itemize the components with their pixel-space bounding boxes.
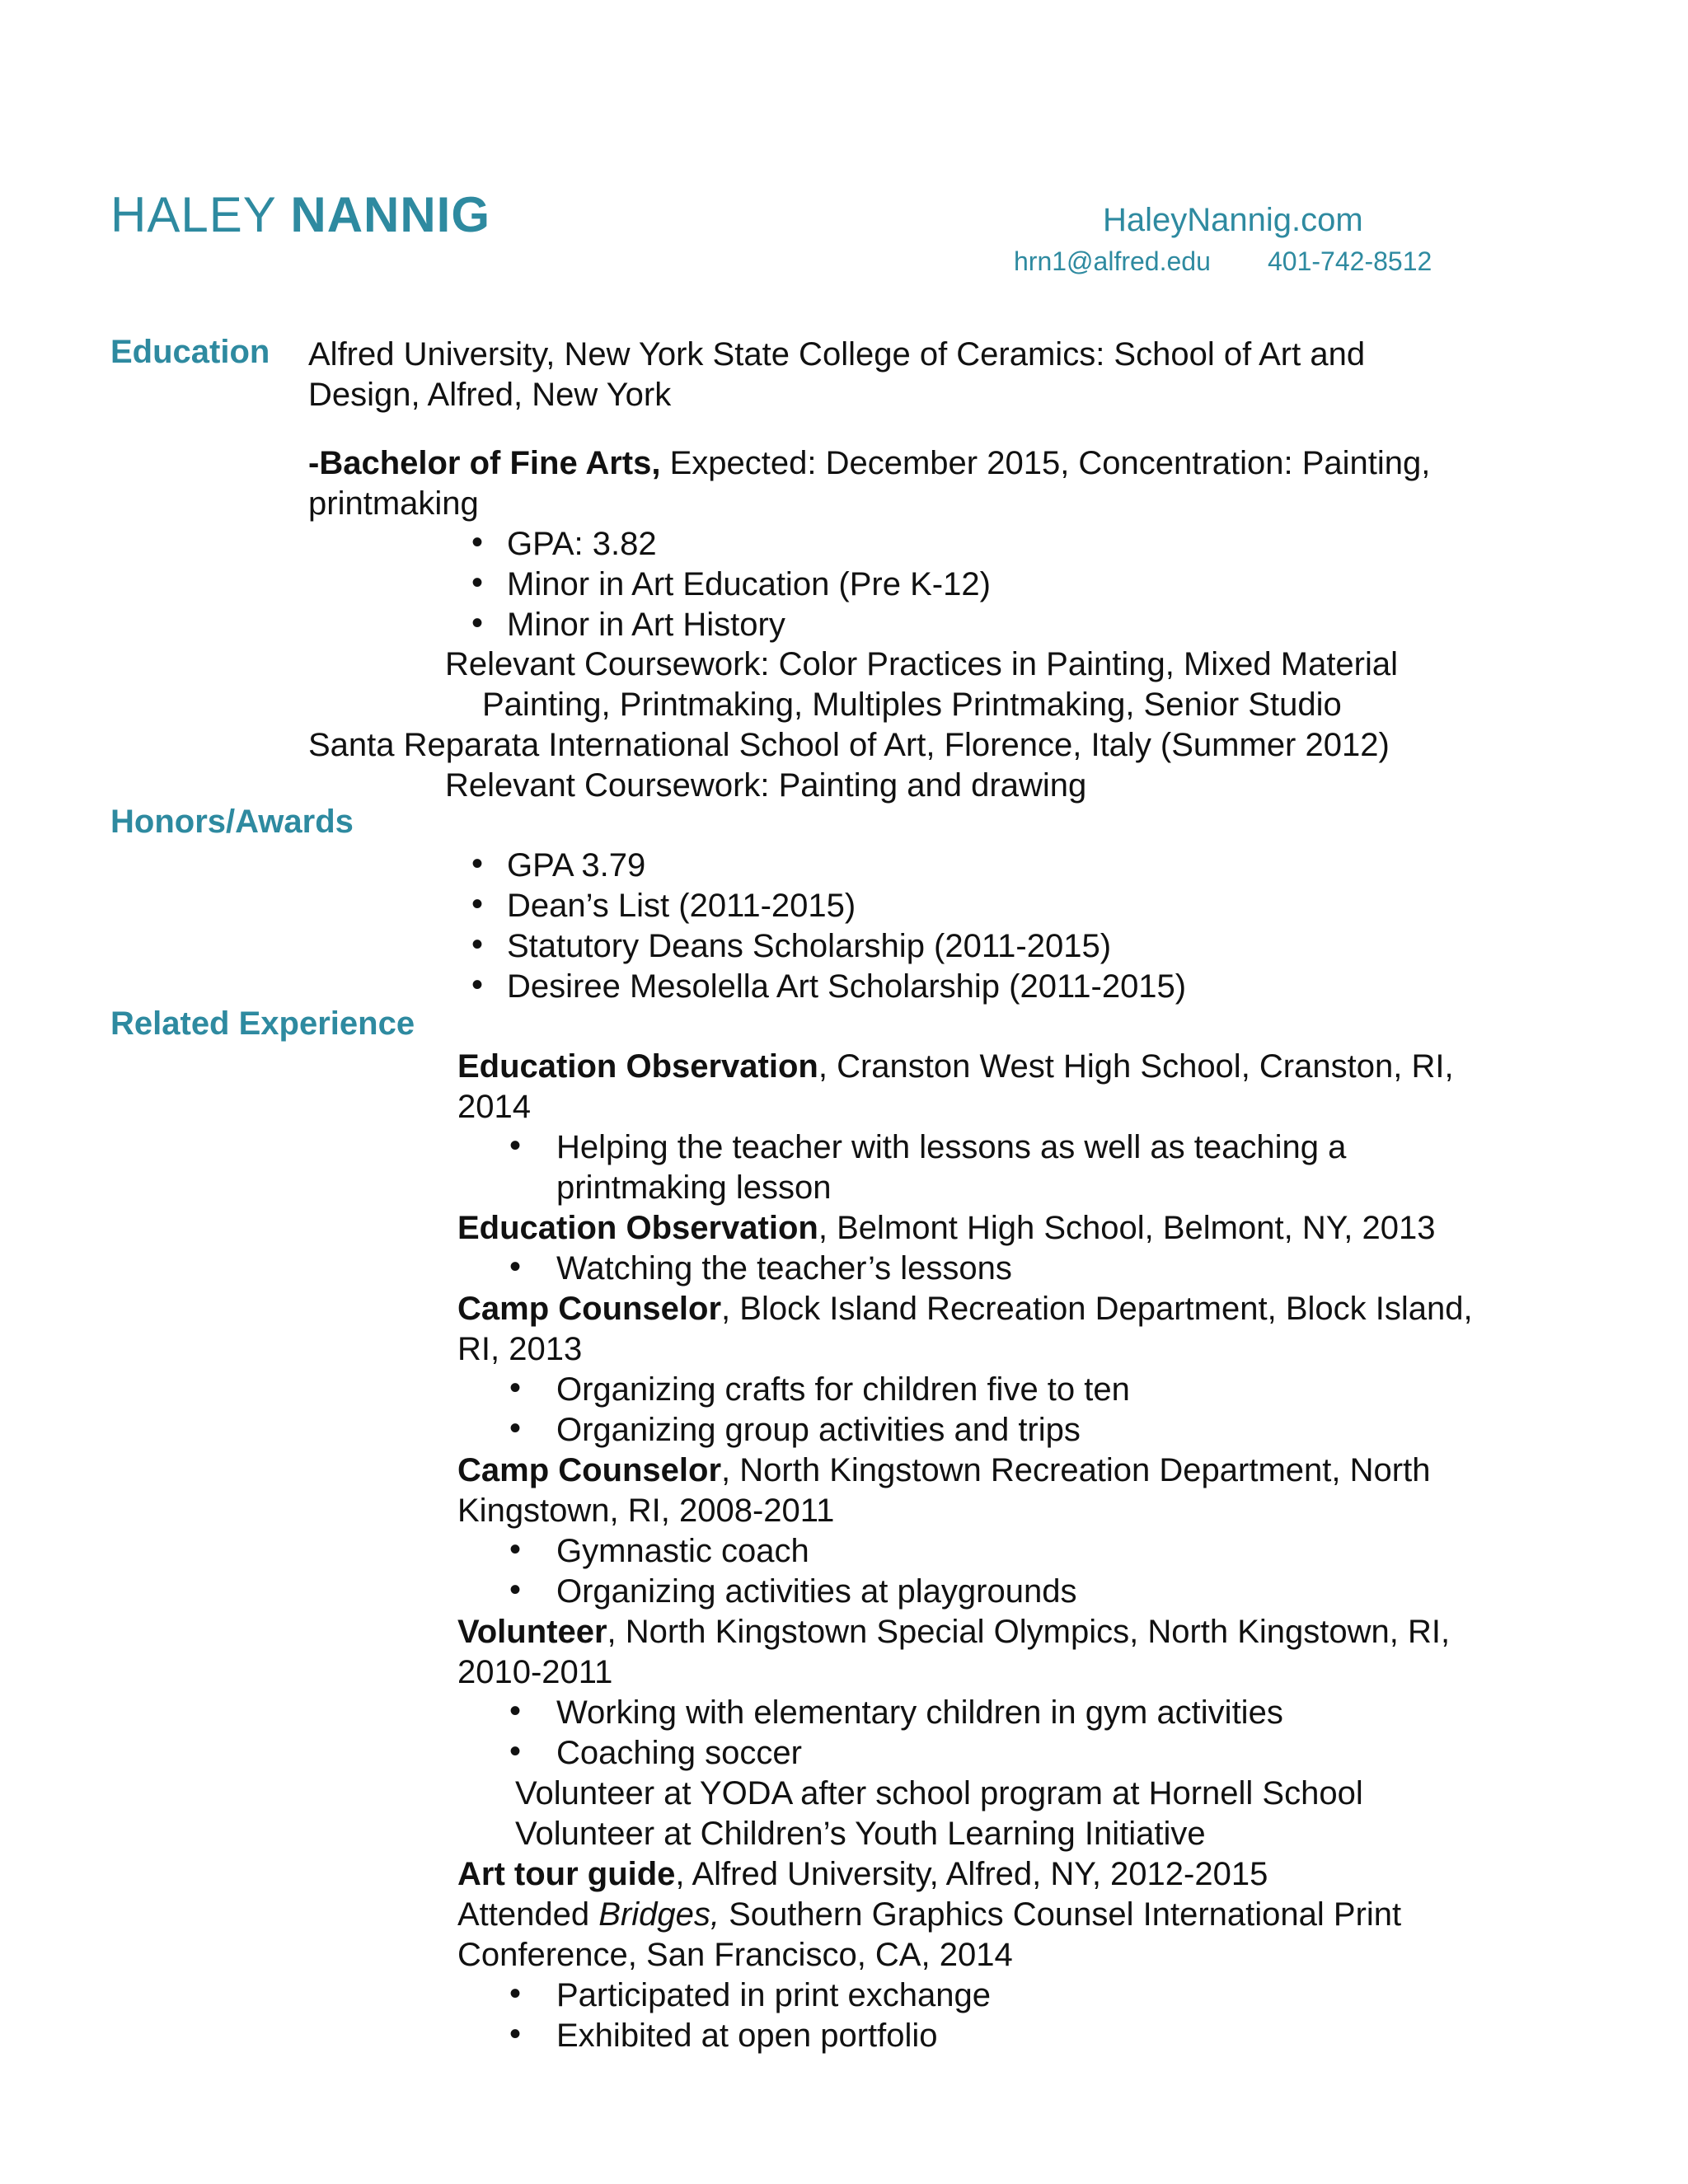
bullet-icon: • — [471, 926, 484, 963]
experience-detail: , Belmont High School, Belmont, NY, 2013 — [818, 1210, 1436, 1246]
bullet-icon: • — [471, 846, 484, 882]
experience-detail-line2: Conference, San Francisco, CA, 2014 — [457, 1937, 1013, 1973]
section-heading-experience: Related Experience — [110, 1005, 415, 1042]
experience-entry — [457, 1047, 1454, 1087]
experience-detail-line2: Kingstown, RI, 2008-2011 — [457, 1493, 835, 1529]
bullet-icon: • — [471, 967, 484, 1003]
experience-bullet: Organizing crafts for children five to ten — [556, 1371, 1130, 1408]
coursework-line1: Relevant Coursework: Color Practices in Painting, Mixed Material — [445, 646, 1399, 682]
website-link[interactable]: HaleyNannig.com — [1103, 202, 1363, 238]
volunteer-line: Volunteer at YODA after school program at Hornell School — [515, 1775, 1363, 1811]
experience-detail: , North Kingstown Recreation Department, North — [721, 1452, 1431, 1488]
experience-title: Education Observation — [457, 1210, 818, 1246]
applicant-name — [110, 186, 490, 243]
experience-bullet: Exhibited at open portfolio — [556, 2018, 938, 2054]
experience-bullet: Organizing activities at playgrounds — [556, 1573, 1077, 1610]
experience-bullet: Working with elementary children in gym activities — [556, 1694, 1283, 1731]
volunteer-line: Volunteer at Children’s Youth Learning Initiative — [515, 1816, 1206, 1852]
education-bullet: GPA: 3.82 — [507, 526, 657, 562]
email-link[interactable]: hrn1@alfred.edu — [1014, 246, 1211, 276]
experience-detail: , Alfred University, Alfred, NY, 2012-2015 — [675, 1856, 1268, 1892]
honors-item: Desiree Mesolella Art Scholarship (2011-2015) — [507, 968, 1187, 1005]
coursework2: Relevant Coursework: Painting and drawing — [445, 767, 1087, 804]
experience-title: Art tour guide — [457, 1856, 676, 1892]
education-school-line1: Alfred University, New York State College of Ceramics: School of Art and — [308, 336, 1366, 373]
bullet-icon: • — [471, 565, 484, 601]
coursework-line2: Painting, Printmaking, Multiples Printmaking, Senior Studio — [482, 687, 1342, 723]
experience-detail: , Cranston West High School, Cranston, RI, — [818, 1048, 1454, 1085]
bullet-icon: • — [509, 1127, 522, 1164]
experience-entry — [457, 1895, 1401, 1935]
experience-bullet: Helping the teacher with lessons as well as teaching a — [556, 1129, 1347, 1165]
phone-number: 401-742-8512 — [1268, 246, 1432, 276]
first-name: HALEY — [110, 187, 276, 242]
education-degree — [308, 443, 1430, 484]
bullet-icon: • — [509, 1733, 522, 1769]
education-school-line2: Design, Alfred, New York — [308, 377, 672, 413]
experience-bullet: Watching the teacher’s lessons — [556, 1250, 1012, 1286]
honors-item: GPA 3.79 — [507, 847, 646, 883]
bullet-icon: • — [509, 1410, 522, 1446]
experience-detail-line2: 2014 — [457, 1089, 531, 1125]
experience-title: Education Observation — [457, 1048, 818, 1085]
degree-title: -Bachelor of Fine Arts, — [308, 445, 661, 481]
section-heading-education: Education — [110, 334, 270, 370]
last-name: NANNIG — [290, 187, 491, 242]
experience-bullet: Organizing group activities and trips — [556, 1412, 1081, 1448]
bullet-icon: • — [509, 1693, 522, 1729]
section-heading-honors: Honors/Awards — [110, 804, 354, 840]
honors-item: Statutory Deans Scholarship (2011-2015) — [507, 928, 1112, 964]
education-degree-line2: printmaking — [308, 485, 479, 522]
bullet-icon: • — [509, 1572, 522, 1608]
experience-detail: , Block Island Recreation Department, Block Island, — [721, 1291, 1473, 1327]
experience-title: Volunteer — [457, 1614, 607, 1650]
experience-title: Camp Counselor — [457, 1291, 722, 1327]
experience-detail-line2: 2010-2011 — [457, 1654, 613, 1690]
experience-entry — [457, 1451, 1430, 1491]
experience-bullet: Participated in print exchange — [556, 1977, 991, 2013]
experience-detail: , North Kingstown Special Olympics, North Kingstown, RI, — [607, 1614, 1451, 1650]
bullet-icon: • — [509, 1249, 522, 1285]
experience-detail: Southern Graphics Counsel International Print — [720, 1896, 1402, 1933]
bullet-icon: • — [509, 2016, 522, 2052]
experience-detail: Attended — [457, 1896, 599, 1933]
experience-detail-line2: RI, 2013 — [457, 1331, 583, 1367]
conference-name: Bridges, — [598, 1896, 720, 1933]
bullet-icon: • — [471, 886, 484, 922]
experience-title: Camp Counselor — [457, 1452, 722, 1488]
experience-bullet: Coaching soccer — [556, 1735, 802, 1771]
experience-entry — [457, 1854, 1268, 1895]
experience-entry — [457, 1289, 1473, 1329]
honors-item: Dean’s List (2011-2015) — [507, 888, 856, 924]
bullet-icon: • — [509, 1531, 522, 1568]
experience-bullet: Gymnastic coach — [556, 1533, 809, 1569]
education-bullet: Minor in Art History — [507, 607, 785, 643]
bullet-icon: • — [471, 605, 484, 641]
bullet-icon: • — [471, 524, 484, 560]
experience-entry — [457, 1612, 1450, 1652]
education-bullet: Minor in Art Education (Pre K-12) — [507, 566, 991, 602]
experience-entry — [457, 1208, 1435, 1249]
experience-bullet-cont: printmaking lesson — [556, 1169, 832, 1206]
education-school2: Santa Reparata International School of Art, Florence, Italy (Summer 2012) — [308, 727, 1390, 763]
bullet-icon: • — [509, 1975, 522, 2012]
degree-detail: Expected: December 2015, Concentration: Painting, — [660, 445, 1431, 481]
bullet-icon: • — [509, 1370, 522, 1406]
